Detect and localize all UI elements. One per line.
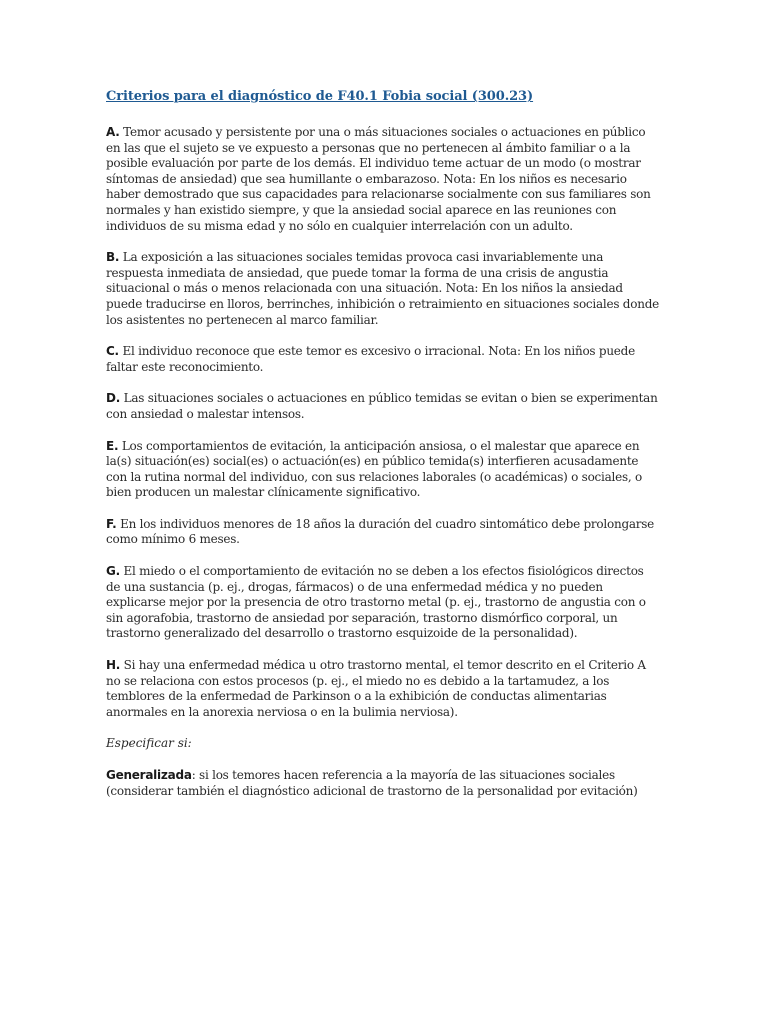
criterion-label: F.: [106, 516, 117, 531]
criterion-e: [106, 439, 660, 501]
criterion-label: B.: [106, 250, 120, 265]
criterion-a: [106, 125, 660, 234]
specify-heading: Especificar si:: [106, 736, 192, 751]
criterion-label: E.: [106, 438, 119, 453]
criterion-b: [106, 250, 660, 328]
criterion-label: G.: [106, 564, 120, 579]
generalized-text: : si los temores hacen referencia a la mayoría de las situaciones sociales (considerar también el diagnóstico adicional de trastorno de la personalidad por evitación): [106, 768, 638, 798]
criterion-text: Las situaciones sociales o actuaciones en público temidas se evitan o bien se experimentan con ansiedad o malestar intensos.: [106, 391, 658, 421]
criterion-label: H.: [106, 658, 121, 673]
criterion-c: [106, 344, 660, 375]
criterion-text: Temor acusado y persistente por una o más situaciones sociales o actuaciones en público en las que el sujeto se ve expuesto a personas que no pertenecen al ámbito familiar o a la posible evaluación por parte de los demás. El individuo teme actuar de un modo (o mostrar síntomas de ansiedad) que sea humillante o embarazoso. Nota: En los niños es necesario haber demostrado que sus capacidades para relacionarse socialmente con sus familiares son normales y han existido siempre, y que la ansiedad social aparece en las reuniones con individuos de su misma edad y no sólo en cualquier interrelación con un adulto.: [106, 125, 651, 233]
criterion-text: Si hay una enfermedad médica u otro trastorno mental, el temor descrito en el Criterio A no se relaciona con estos procesos (p. ej., el miedo no es debido a la tartamudez, a los temblores de la enfermedad de Parkinson o a la exhibición de conductas alimentarias anormales en la anorexia nerviosa o en la bulimia nerviosa).: [106, 658, 646, 719]
criterion-text: Los comportamientos de evitación, la anticipación ansiosa, o el malestar que aparece en la(s) situación(es) social(es) o actuación(es) en público temida(s) interfieren acusadamente con la rutina normal del individuo, con sus relaciones laborales (o académicas) o sociales, o bien producen un malestar clínicamente significativo.: [106, 438, 642, 500]
criterion-label: C.: [106, 344, 119, 359]
criterion-d: [106, 391, 660, 422]
criterion-g: [106, 564, 660, 642]
criterion-label: A.: [106, 125, 120, 139]
criterion-h: [106, 658, 660, 720]
document-title[interactable]: Criterios para el diagnóstico de F40.1 Fobia social (300.23): [106, 89, 534, 104]
generalized-label: Generalizada: [106, 768, 192, 782]
generalized-specifier: [106, 768, 660, 799]
criterion-text: El miedo o el comportamiento de evitación no se deben a los efectos fisiológicos directos de una sustancia (p. ej., drogas, fármacos) o de una enfermedad médica y no pueden explicarse mejor por la presencia de otro trastorno metal (p. ej., trastorno de angustia con o sin agorafobia, trastorno de ansiedad por separación, trastorno dismórfico corporal, un trastorno generalizado del desarrollo o trastorno esquizoide de la personalidad).: [106, 564, 646, 641]
criterion-text: En los individuos menores de 18 años la duración del cuadro sintomático debe prolongarse como mínimo 6 meses.: [106, 516, 655, 547]
criterion-text: La exposición a las situaciones sociales temidas provoca casi invariablemente una respuesta inmediata de ansiedad, que puede tomar la forma de una crisis de angustia situacional o más o menos relacionada con una situación. Nota: En los niños la ansiedad puede traducirse en lloros, berrinches, inhibición o retraimiento en situaciones sociales donde los asistentes no pertenecen al marco familiar.: [106, 250, 659, 327]
criterion-label: D.: [106, 391, 121, 406]
criterion-f: [106, 517, 660, 548]
criterion-text: El individuo reconoce que este temor es excesivo o irracional. Nota: En los niños puede faltar este reconocimiento.: [106, 344, 635, 374]
